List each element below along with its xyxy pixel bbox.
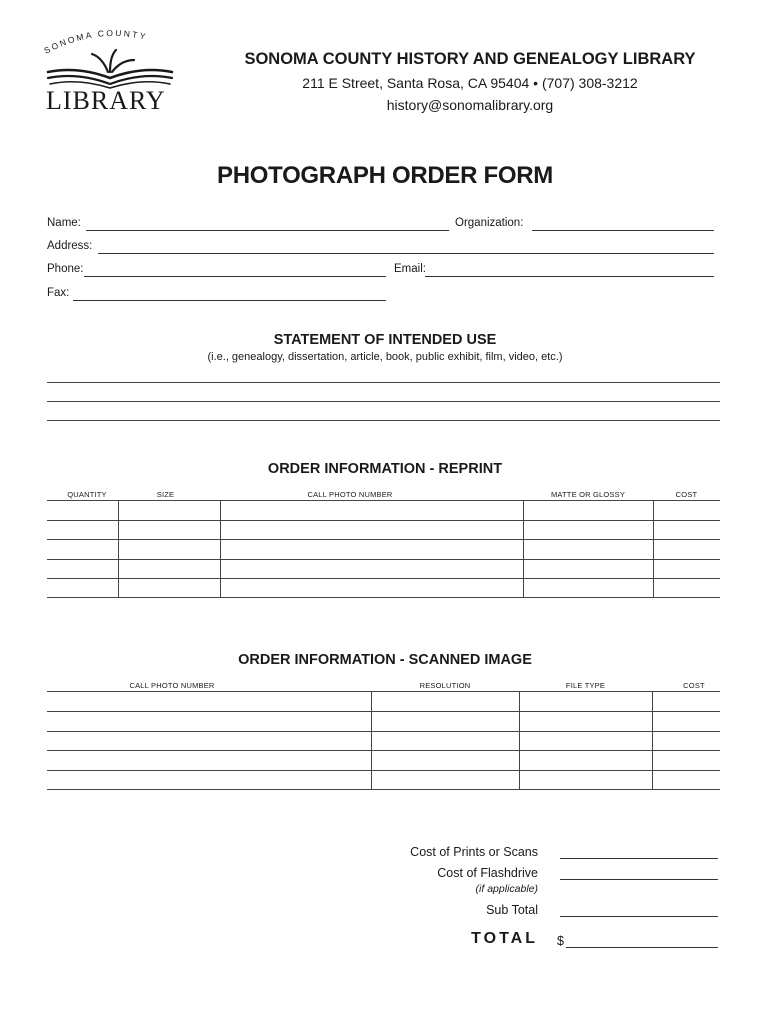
- form-title: PHOTOGRAPH ORDER FORM: [217, 162, 553, 189]
- scanned-row-line[interactable]: [47, 750, 720, 751]
- intended-use-subtitle: (i.e., genealogy, dissertation, article, book, public exhibit, film, video, etc.): [207, 351, 563, 363]
- scanned-column-divider: [371, 691, 372, 789]
- scanned-title: ORDER INFORMATION - SCANNED IMAGE: [238, 652, 532, 668]
- organization-label: Organization:: [455, 217, 524, 229]
- reprint-col-size: SIZE: [156, 490, 175, 499]
- if-applicable-note: (if applicable): [475, 883, 538, 895]
- library-address: 211 E Street, Santa Rosa, CA 95404 • (707) 308-3212: [302, 75, 638, 91]
- intended-use-title: STATEMENT OF INTENDED USE: [273, 332, 497, 348]
- prints-cost-label: Cost of Prints or Scans: [410, 845, 538, 859]
- total-field[interactable]: [566, 947, 718, 948]
- library-name: SONOMA COUNTY HISTORY AND GENEALOGY LIBRARY: [244, 50, 696, 68]
- flashdrive-cost-field[interactable]: [560, 879, 718, 880]
- prints-cost-field[interactable]: [560, 858, 718, 859]
- reprint-col-quantity: QUANTITY: [67, 490, 107, 499]
- scanned-row-line[interactable]: [47, 711, 720, 712]
- logo-wordmark: LIBRARY: [46, 86, 166, 115]
- scanned-header-rule: [47, 691, 720, 692]
- scanned-column-divider: [652, 691, 653, 789]
- reprint-col-finish: MATTE OR GLOSSY: [550, 490, 626, 499]
- scanned-col-cost: COST: [683, 681, 705, 690]
- reprint-col-cost: COST: [675, 490, 698, 499]
- scanned-col-file-type: FILE TYPE: [565, 681, 606, 690]
- library-email: history@sonomalibrary.org: [386, 97, 554, 113]
- fax-label: Fax:: [47, 287, 70, 299]
- reprint-col-call-number: CALL PHOTO NUMBER: [307, 490, 393, 499]
- scanned-row-line[interactable]: [47, 770, 720, 771]
- flashdrive-cost-label: Cost of Flashdrive: [437, 866, 538, 880]
- email-label: Email:: [394, 263, 426, 275]
- scanned-row-line[interactable]: [47, 789, 720, 790]
- subtotal-field[interactable]: [560, 916, 718, 917]
- address-label: Address:: [47, 240, 93, 252]
- scanned-row-line[interactable]: [47, 731, 720, 732]
- total-currency: $: [557, 934, 564, 948]
- logo-arc-text: SONOMA COUNTY: [42, 28, 149, 56]
- phone-label: Phone:: [47, 263, 84, 275]
- total-label: TOTAL: [471, 930, 538, 947]
- reprint-title: ORDER INFORMATION - REPRINT: [267, 461, 503, 477]
- scanned-col-resolution: RESOLUTION: [419, 681, 471, 690]
- scanned-column-divider: [519, 691, 520, 789]
- scanned-col-call-number: CALL PHOTO NUMBER: [129, 681, 215, 690]
- subtotal-label: Sub Total: [486, 903, 538, 917]
- name-label: Name:: [47, 217, 81, 229]
